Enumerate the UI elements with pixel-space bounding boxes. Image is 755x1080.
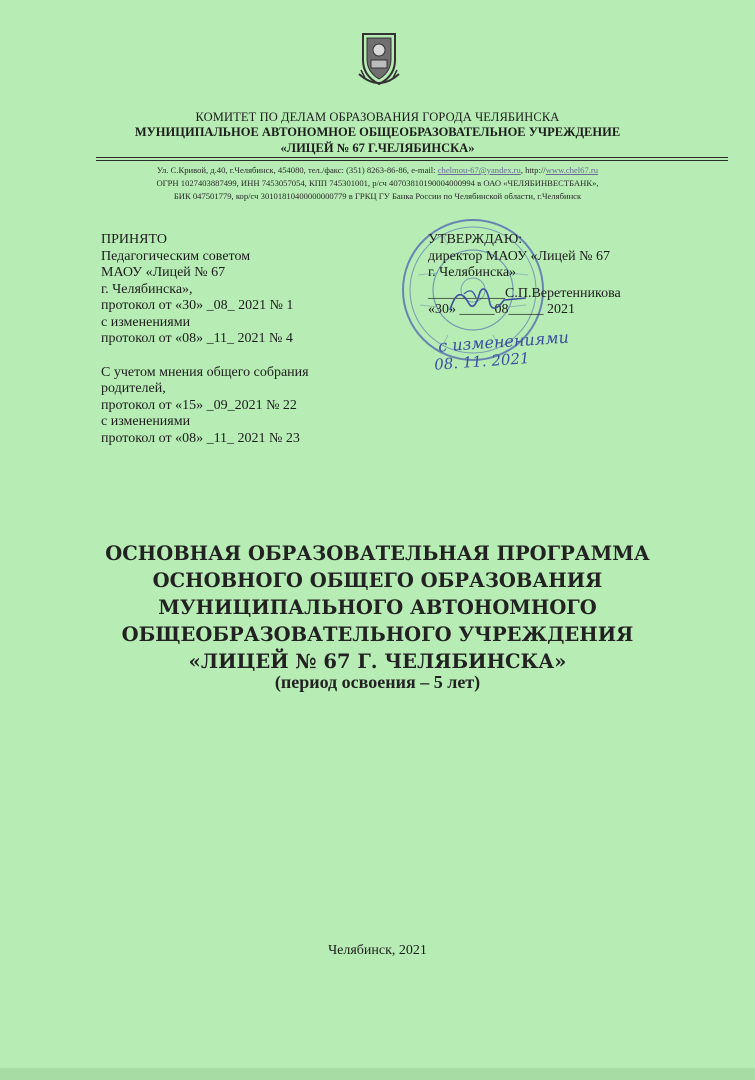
accepted-line: родителей,	[101, 381, 166, 396]
scan-edge	[0, 1068, 755, 1080]
accepted-line: протокол от «30» _08_ 2021 № 1	[101, 298, 294, 313]
lyceum-crest-logo	[357, 30, 401, 90]
handwritten-amendment-note	[428, 327, 628, 380]
header-divider	[96, 157, 728, 158]
director-signature-line: ___________С.П.Веретенникова	[428, 285, 621, 301]
title-line: ОБЩЕОБРАЗОВАТЕЛЬНОГО УЧРЕЖДЕНИЯ	[121, 623, 634, 646]
accepted-line: С учетом мнения общего собрания	[101, 364, 309, 380]
institution-name-line2: «ЛИЦЕЙ № 67 Г.ЧЕЛЯБИНСКА»	[280, 141, 475, 155]
title-line: ОСНОВНАЯ ОБРАЗОВАТЕЛЬНАЯ ПРОГРАММА	[105, 542, 650, 565]
accepted-line: с изменениями	[101, 314, 191, 330]
approved-line: г. Челябинска»	[428, 265, 517, 280]
institution-name-line1: МУНИЦИПАЛЬНОЕ АВТОНОМНОЕ ОБЩЕОБРАЗОВАТЕЛЬНОЕ УЧРЕЖДЕНИЕ	[134, 125, 621, 139]
accepted-line: протокол от «08» _11_ 2021 № 23	[101, 430, 300, 446]
website-link[interactable]: www.chel67.ru	[545, 165, 599, 175]
program-title	[0, 540, 755, 675]
approval-date: «30» _____08_____ 2021	[428, 302, 575, 317]
accepted-line: протокол от «15» _09_2021 № 22	[101, 397, 297, 413]
accepted-line: протокол от «08» _11_ 2021 № 4	[101, 331, 293, 346]
program-subtitle: (период освоения – 5 лет)	[274, 672, 481, 692]
email-link[interactable]: chelmou-67@yandex.ru	[437, 165, 521, 175]
director-signature	[446, 282, 536, 318]
bank-details-line: ОГРН 1027403887499, ИНН 7453057054, КПП 745301001, р/сч 40703810190004000994 в ОАО «ЧЕЛЯБИНВЕСТБАНК»,	[156, 178, 599, 188]
title-line: МУНИЦИПАЛЬНОГО АВТОНОМНОГО	[158, 596, 597, 619]
accepted-line: МАОУ «Лицей № 67	[101, 265, 226, 280]
handwritten-text: с изменениями	[437, 327, 570, 356]
header-divider	[96, 160, 728, 161]
spacer	[101, 348, 401, 365]
accepted-block	[101, 232, 401, 447]
approved-heading: УТВЕРЖДАЮ:	[428, 232, 523, 247]
approved-line: директор МАОУ «Лицей № 67	[428, 248, 611, 264]
accepted-heading: ПРИНЯТО	[101, 232, 167, 247]
address-line	[0, 164, 755, 177]
accepted-line: Педагогическим советом	[101, 248, 251, 264]
handwritten-date: 08. 11. 2021	[433, 349, 531, 374]
accepted-line: с изменениями	[101, 414, 191, 429]
city-year: Челябинск, 2021	[328, 943, 427, 958]
accepted-line: г. Челябинска»,	[101, 281, 193, 297]
committee-name: КОМИТЕТ ПО ДЕЛАМ ОБРАЗОВАНИЯ ГОРОДА ЧЕЛЯБИНСКА	[195, 110, 560, 124]
address-text: , http://	[520, 165, 546, 175]
title-line: «ЛИЦЕЙ № 67 Г. ЧЕЛЯБИНСКА»	[188, 650, 567, 673]
title-line: ОСНОВНОГО ОБЩЕГО ОБРАЗОВАНИЯ	[152, 569, 603, 592]
address-text: Ул. С.Кривой, д.40, г.Челябинск, 454080, тел./факс: (351) 8263-86-86, e-mail:	[156, 165, 438, 175]
bank-details-line: БИК 047501779, кор/сч 30101810400000000779 в ГРКЦ ГУ Банка России по Челябинской области, г.Челябинск	[173, 191, 582, 201]
